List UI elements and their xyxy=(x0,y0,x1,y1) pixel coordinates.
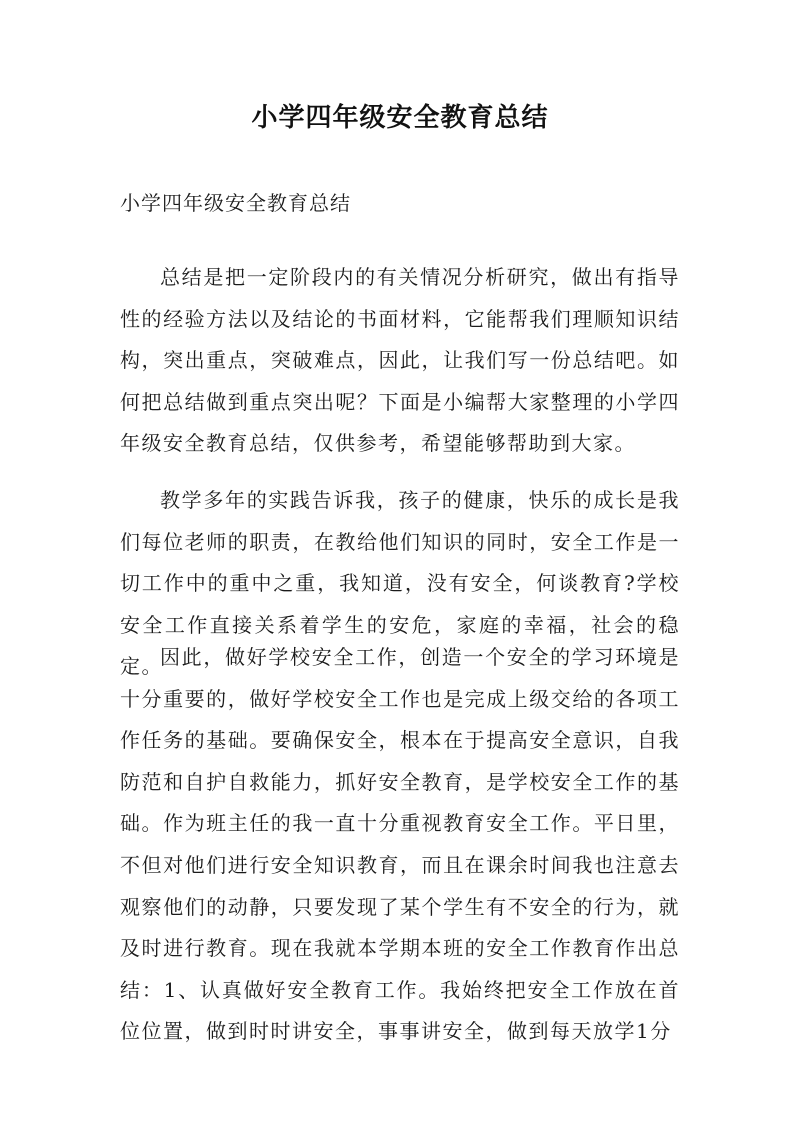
paragraph-practice: 教学多年的实践告诉我，孩子的健康，快乐的成长是我们每位老师的职责，在教给他们知识的同时，安全工作是一切工作中的重中之重，我知道，没有安全，何谈教育?学校安全工作直接关系着学生的安危，家庭的幸福，社会的稳定。 xyxy=(120,488,680,679)
paragraph-summary: 因此，做好学校安全工作，创造一个安全的学习环境是十分重要的，做好学校安全工作也是完成上级交给的各项工作任务的基础。要确保安全，根本在于提高安全意识，自我防范和自护自救能力，抓好安全教育，是学校安全工作的基础。作为班主任的我一直十分重视教育安全工作。平日里，不但对他们进行安全知识教育，而且在课余时间我也注意去观察他们的动静，只要发现了某个学生有不安全的行为，就及时进行教育。现在我就本学期本班的安全工作教育作出总结：1、认真做好安全教育工作。我始终把安全工作放在首位位置，做到时时讲安全，事事讲安全，做到每天放学1分 xyxy=(120,645,680,1044)
document-title: 小学四年级安全教育总结 xyxy=(251,103,549,133)
document-subtitle: 小学四年级安全教育总结 xyxy=(120,191,351,215)
paragraph-intro: 总结是把一定阶段内的有关情况分析研究，做出有指导性的经验方法以及结论的书面材料，它能帮我们理顺知识结构，突出重点，突破难点，因此，让我们写一份总结吧。如何把总结做到重点突出呢？下面是小编帮大家整理的小学四年级安全教育总结，仅供参考，希望能够帮助到大家。 xyxy=(120,265,680,456)
